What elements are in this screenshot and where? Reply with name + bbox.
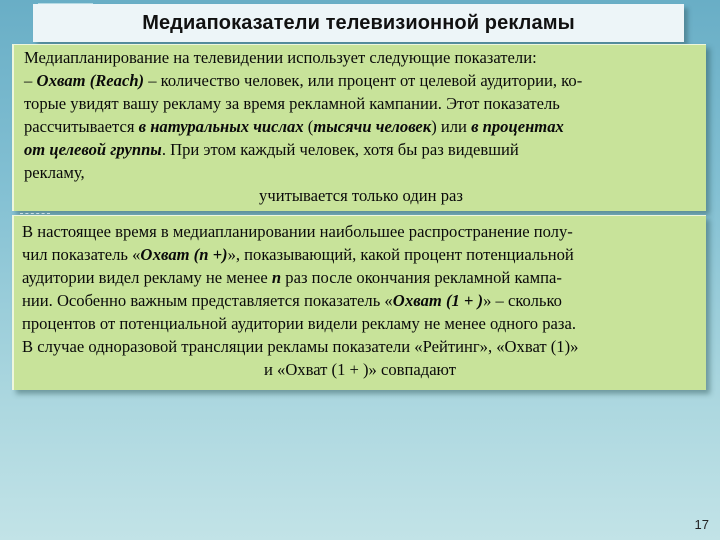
- text-block-reach-n-plus: [12, 215, 706, 390]
- text-line: торые увидят вашу рекламу за время рекламной кампании. Этот показатель: [24, 94, 560, 113]
- term-reach: Охват (Reach): [36, 71, 145, 90]
- text-span: раз после окончания рекламной кампа-: [281, 268, 562, 287]
- text-span: – количество человек, или процент от целевой аудитории, ко-: [144, 71, 583, 90]
- text-line: [24, 115, 698, 138]
- text-line: рекламу,: [24, 163, 85, 182]
- text-line: В случае одноразовой трансляции рекламы показатели «Рейтинг», «Охват (1)»: [22, 337, 579, 356]
- text-line: [22, 289, 698, 312]
- text-span: » – сколько: [483, 291, 562, 310]
- text-line: [22, 266, 698, 289]
- title-bar: [33, 4, 684, 42]
- text-span: », показывающий, какой процент потенциальной: [227, 245, 574, 264]
- text-span: . При этом каждый человек, хотя бы раз видевший: [161, 140, 519, 159]
- text-line: [24, 69, 698, 92]
- text-line-centered: учитывается только один раз: [259, 186, 463, 205]
- slide-title: Медиапоказатели телевизионной рекламы: [142, 11, 575, 34]
- text-line-centered: и «Охват (1 + )» совпадают: [264, 360, 456, 379]
- emphasis-natural-numbers: в натуральных числах: [138, 117, 304, 136]
- text-span: рассчитывается: [24, 117, 139, 136]
- text-span: ) или: [431, 117, 472, 136]
- text-line: Медиапланирование на телевидении использует следующие показатели:: [24, 48, 537, 67]
- text-block-reach-definition: [12, 44, 706, 211]
- term-n: n: [271, 268, 282, 287]
- term-reach-1-plus: Охват (1 + ): [392, 291, 484, 310]
- page-number: 17: [694, 517, 709, 532]
- text-span: (: [303, 117, 314, 136]
- text-line: В настоящее время в медиапланировании наибольшее распространение полу-: [22, 222, 573, 241]
- text-span: аудитории видел рекламу не менее: [22, 268, 272, 287]
- text-span: нии. Особенно важным представляется показатель «: [22, 291, 393, 310]
- text-span: чил показатель «: [22, 245, 141, 264]
- text-line: процентов от потенциальной аудитории видели рекламу не менее одного раза.: [22, 314, 576, 333]
- text-line: [22, 243, 698, 266]
- dash: –: [24, 71, 37, 90]
- text-line: [24, 138, 698, 161]
- emphasis-percent: в процентах: [471, 117, 564, 136]
- emphasis-target-group: от целевой группы: [24, 140, 162, 159]
- emphasis-thousands: тысячи человек: [313, 117, 432, 136]
- term-reach-n-plus: Охват (n +): [140, 245, 228, 264]
